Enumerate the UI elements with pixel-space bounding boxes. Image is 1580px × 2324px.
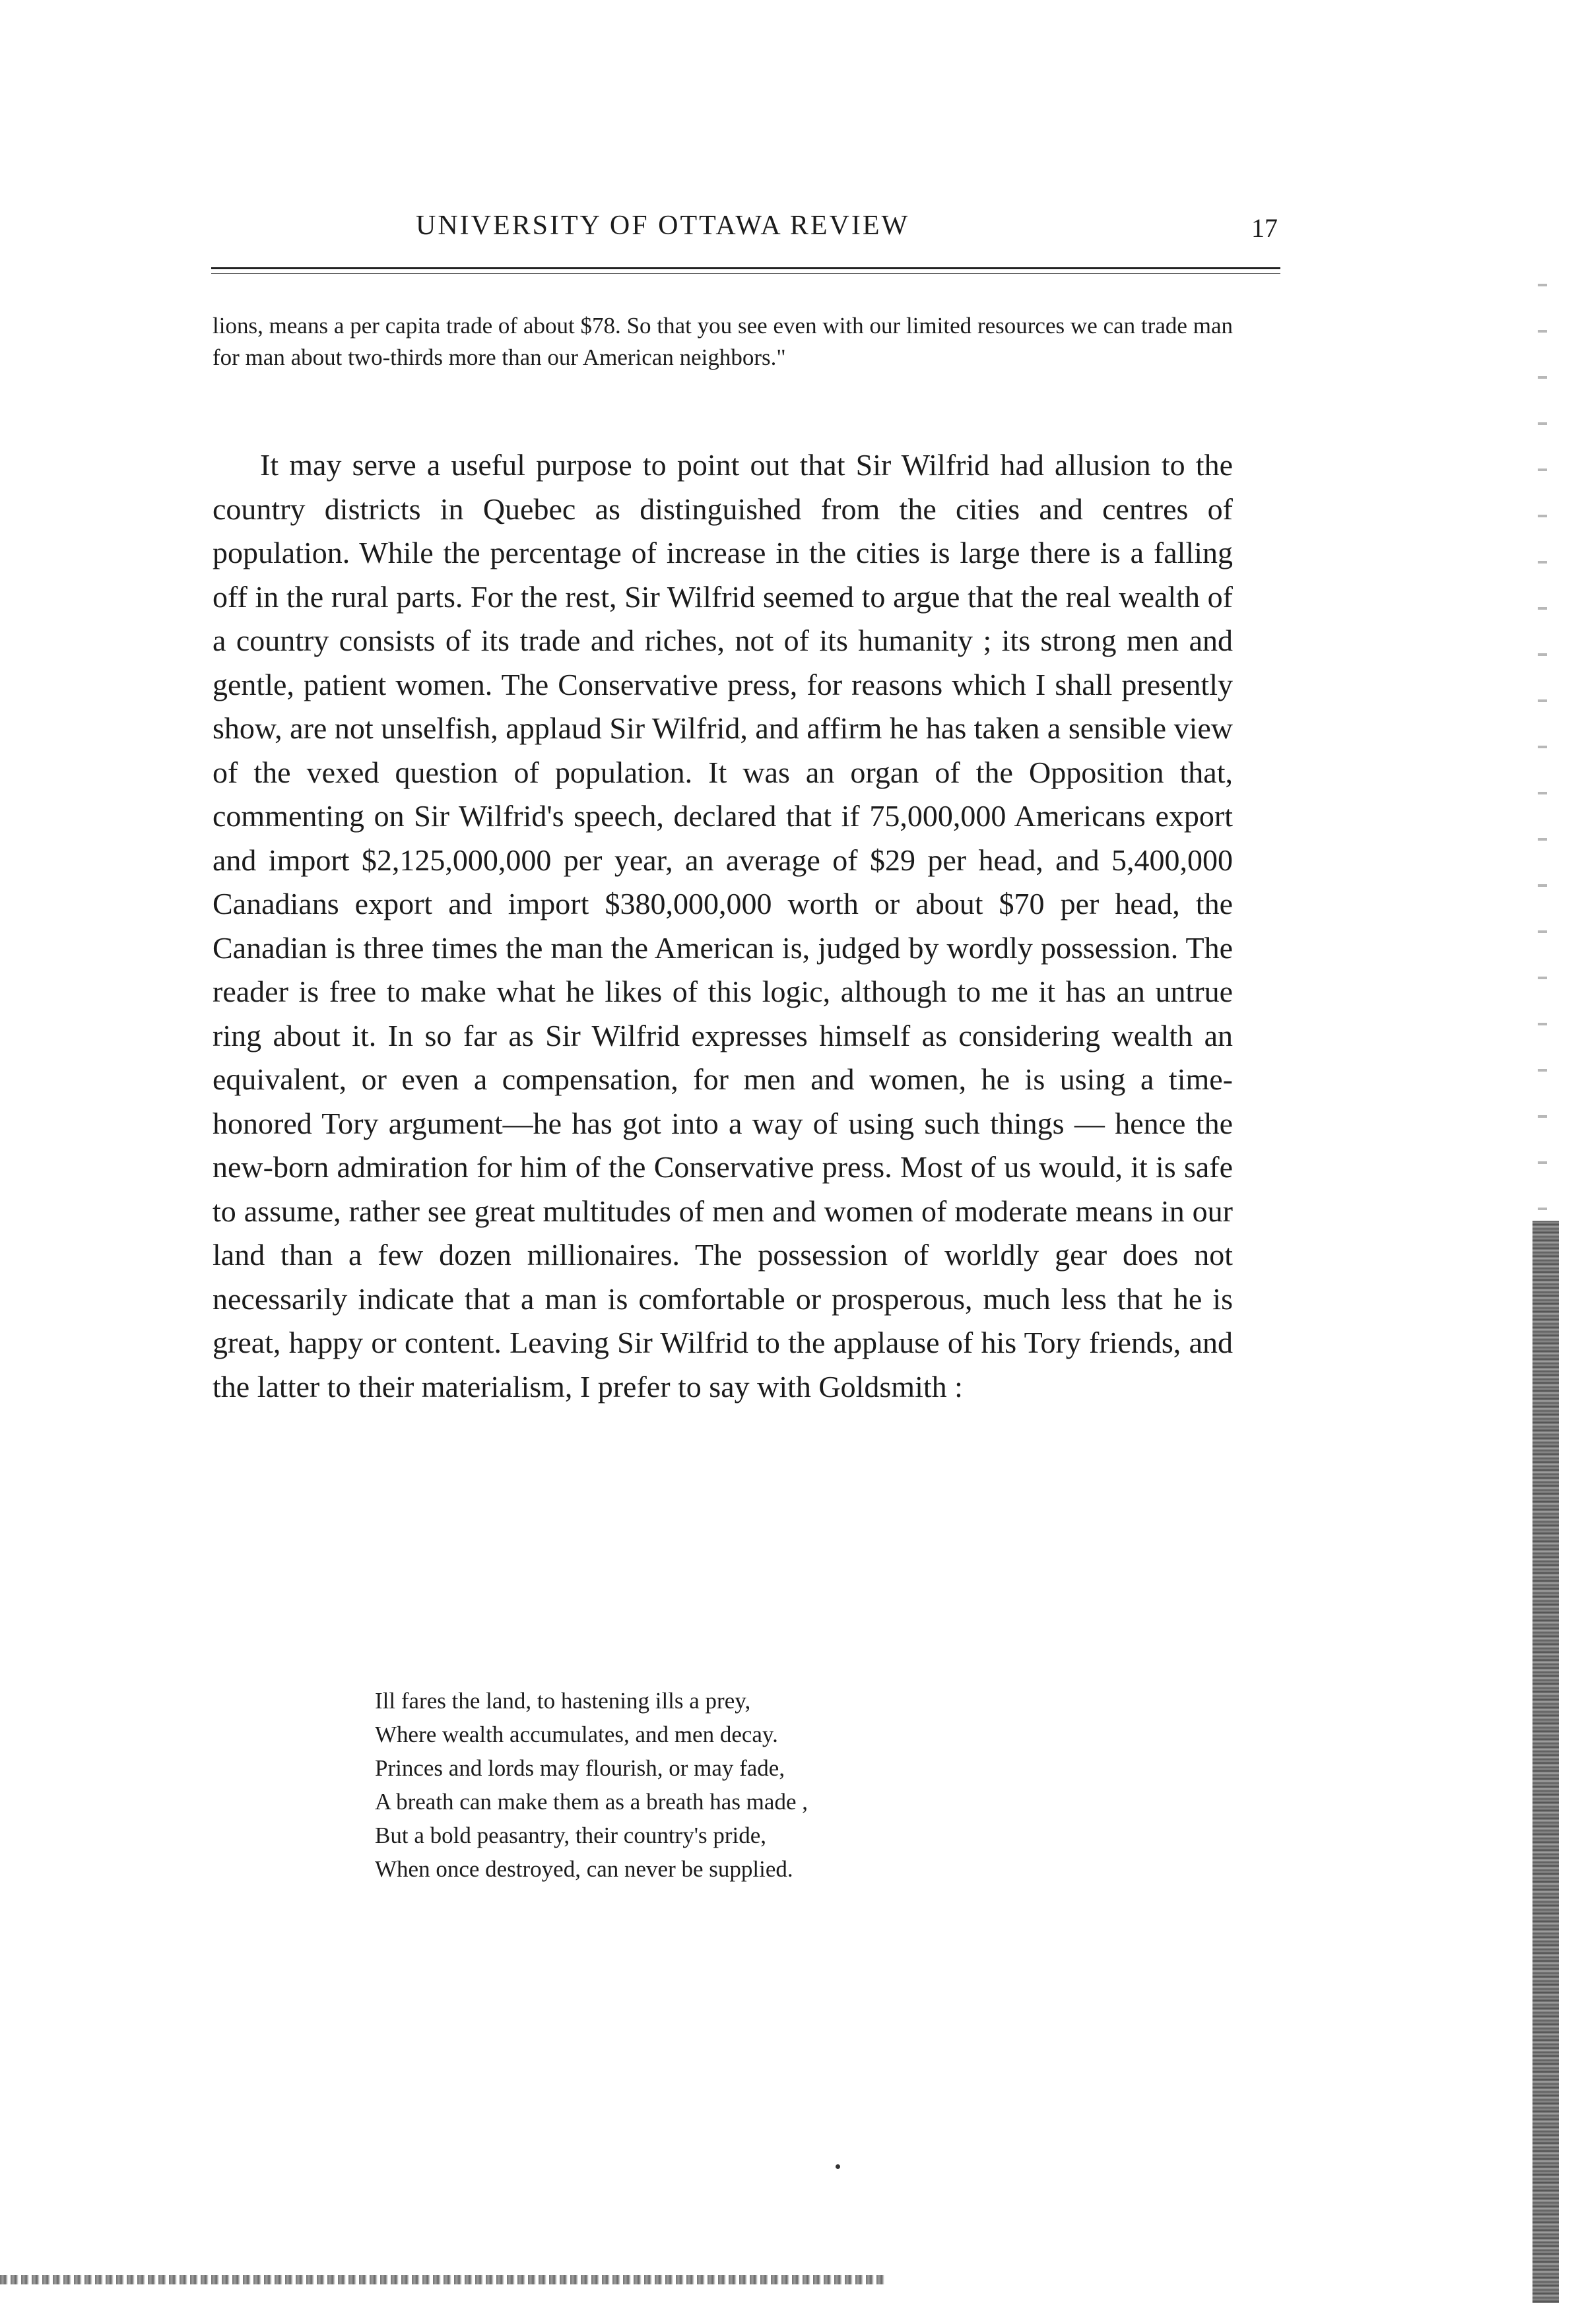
poem-line: A breath can make them as a breath has made , [375,1789,808,1815]
scan-edge-bottom [0,2275,884,2284]
body-paragraph: It may serve a useful purpose to point out that Sir Wilfrid had allusion to the country districts in Quebec as distinguished from the cities and centres of population. While the percentage of increase in the cities is large there is a falling off in the rural parts. For the rest, Sir Wilfrid seemed to argue that the real wealth of a country consists of its trade and riches, not of its humanity ; its strong men and gentle, patient women. The Conservative press, for reasons which I shall presently show, are not unselfish, applaud Sir Wilfrid, and affirm he has taken a sensible view of the vexed question of population. It was an organ of the Opposition that, commenting on Sir Wilfrid's speech, declared that if 75,000,000 Americans export and import $2,125,000,000 per year, an average of $29 per head, and 5,400,000 Canadians export and import $380,000,000 worth or about $70 per head, the Canadian is three times the man the American is, judged by wordly possession. The reader is free to make what he likes of this logic, although to me it has an untrue ring about it. In so far as Sir Wilfrid expresses himself as considering wealth an equivalent, or even a compensation, for men and women, he is using a time-honored Tory argument—he has got into a way of using such things — hence the new-born admiration for him of the Conservative press. Most of us would, it is safe to assume, rather see great multitudes of men and women of moderate means in our land than a few dozen millionaires. The possession of worldly gear does not necessarily indicate that a man is comfortable or prosperous, much less that he is great, happy or content. Leaving Sir Wilfrid to the applause of his Tory friends, and the latter to their materialism, I prefer to say with Goldsmith : [213,448,1233,1404]
journal-title: UNIVERSITY OF OTTAWA REVIEW [416,210,910,241]
poem-line: But a bold peasantry, their country's pride, [375,1823,767,1848]
poem-line: Princes and lords may flourish, or may fade, [375,1755,785,1781]
scan-edge-dark [1532,1221,1559,2303]
goldsmith-quotation [375,1684,808,1886]
poem-line: Where wealth accumulates, and men decay. [375,1722,778,1747]
running-header [218,210,1278,249]
header-rule [211,267,1280,269]
continuation-paragraph: lions, means a per capita trade of about $78. So that you see even with our limited resources we can trade man for man about two-thirds more than our American neighbors." [213,313,1233,370]
scan-edge-speckle [1538,264,1547,1221]
header-rule-thin [211,273,1280,274]
page-number: 17 [1251,213,1278,243]
poem-line: When once destroyed, can never be supplied. [375,1856,793,1882]
page-dot [836,2164,840,2169]
poem-line: Ill fares the land, to hastening ills a prey, [375,1688,751,1714]
